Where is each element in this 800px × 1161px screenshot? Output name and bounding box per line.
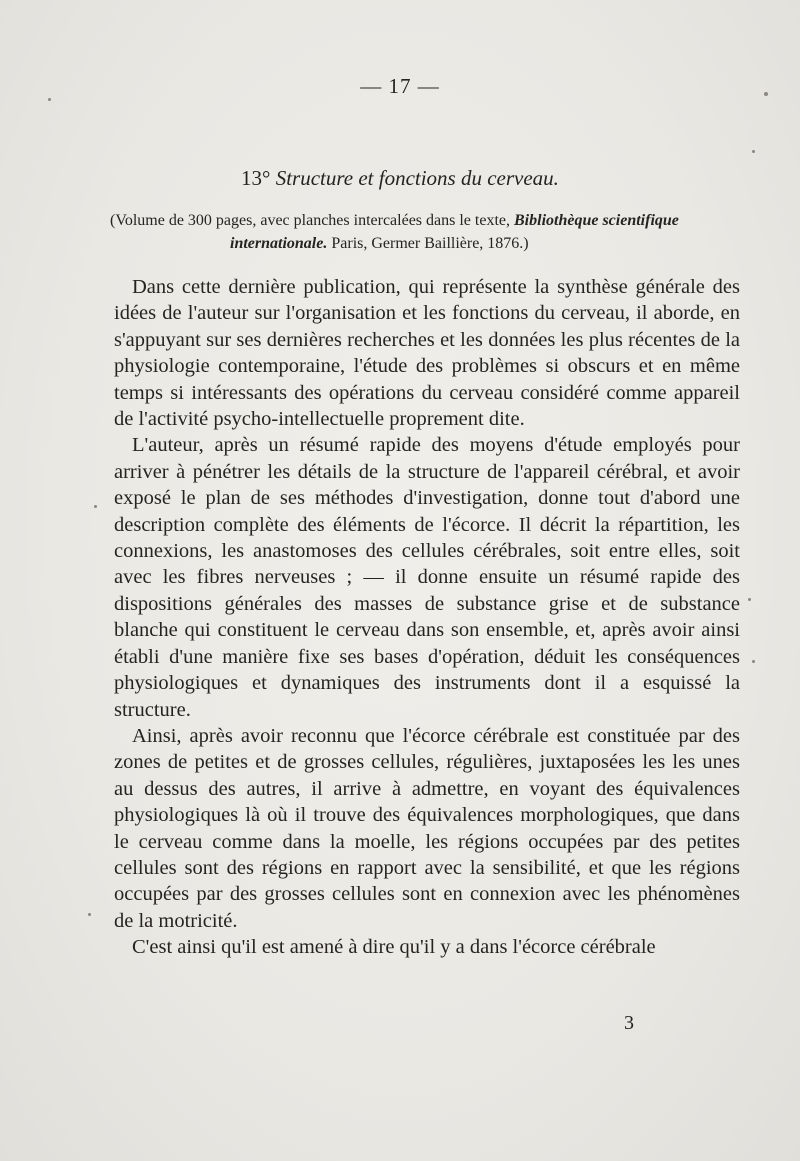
signature-mark: 3 xyxy=(624,1012,634,1034)
scan-speck xyxy=(752,150,755,153)
scan-speck xyxy=(48,98,51,101)
page-number: — 17 — xyxy=(360,74,440,98)
scan-speck xyxy=(748,598,751,601)
paragraph: L'auteur, après un résumé rapide des moyens d'étude employés pour arriver à pénétrer les détails de la structure de l'appareil cérébral, et avoir exposé le plan de ses méthodes d'investigation, donne tout d'abord une description complète des éléments de l'écorce. Il décrit la répartition, les connexions, les anastomoses des cellules cérébrales, soit entre elles, soit avec les fibres nerveuses ; — il donne ensuite un résumé rapide des dispositions générales des masses de substance grise et de substance blanche qui constituent le cerveau dans son ensemble, et, après avoir ainsi établi d'une manière fixe ses bases d'opération, déduit les conséquences physiologiques et dynamiques des instruments dont il a esquissé la structure. xyxy=(114,434,740,721)
scan-speck xyxy=(88,913,91,916)
citation-line-2 xyxy=(110,232,740,255)
body-text xyxy=(114,274,740,961)
citation-publisher: Paris, Germer Baillière, 1876.) xyxy=(331,235,529,252)
scan-speck xyxy=(764,92,768,96)
paragraph: Ainsi, après avoir reconnu que l'écorce cérébrale est constituée par des zones de petites et de grosses cellules, régulières, juxtaposées les les unes au dessus des autres, il arrive à admettre, en voyant des équivalences physiologiques là où il trouve des équivalences morphologiques, que dans le cerveau comme dans la moelle, les régions occupées par des petites cellules sont des régions en rapport avec la sensibilité, et que les régions occupées par des grosses cellules sont en connexion avec les phénomènes de la motricité. xyxy=(114,724,740,932)
citation-series-2: internationale. xyxy=(230,235,328,252)
paragraph: Dans cette dernière publication, qui représente la synthèse générale des idées de l'auteur sur l'organisation et les fonctions du cerveau, il aborde, en s'appuyant sur ses dernières recherches et les données les plus récentes de la physiologie contemporaine, l'étude des problèmes si obscurs et en même temps si intéressants des opérations du cerveau considéré comme appareil de l'activité psycho-intellectuelle proprement dite. xyxy=(114,276,740,431)
section-title: Structure et fonctions du cerveau. xyxy=(275,166,559,190)
bibliographic-citation xyxy=(110,209,740,255)
citation-series: Bibliothèque scientifique xyxy=(514,212,679,229)
paragraph: C'est ainsi qu'il est amené à dire qu'il y a dans l'écorce cérébrale xyxy=(132,936,656,959)
scan-speck xyxy=(94,505,97,508)
section-heading xyxy=(0,166,800,191)
scan-speck xyxy=(752,660,755,663)
section-number: 13° xyxy=(241,166,271,190)
citation-prefix: (Volume de 300 pages, avec planches intercalées dans le texte, xyxy=(110,212,510,229)
